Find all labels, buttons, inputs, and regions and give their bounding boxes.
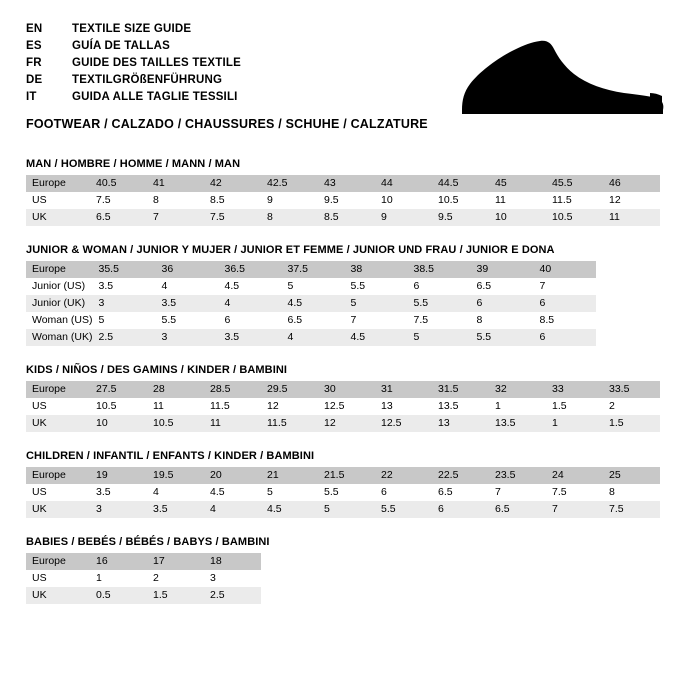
size-cell: 38 — [344, 261, 407, 278]
table-row — [26, 312, 596, 329]
size-cell: 7.5 — [96, 194, 111, 206]
size-cell: 28.5 — [204, 381, 261, 398]
row-label: Europe — [26, 175, 90, 192]
size-section — [26, 158, 674, 226]
size-table — [26, 381, 660, 432]
size-cell: 6 — [432, 501, 489, 518]
language-title-list — [26, 22, 241, 107]
language-row — [26, 90, 241, 107]
size-cell: 8.5 — [210, 194, 225, 206]
size-cell: 22 — [375, 467, 432, 484]
size-cell: 19.5 — [147, 467, 204, 484]
size-cell: 7 — [495, 486, 501, 498]
size-cell: 5 — [407, 329, 470, 346]
size-section-title: MAN / HOMBRE / HOMME / MANN / MAN — [26, 158, 241, 170]
size-cell: 8 — [476, 314, 483, 326]
document-header — [26, 22, 674, 140]
size-cell: 4.5 — [344, 329, 407, 346]
size-cell: 7 — [546, 501, 603, 518]
row-label: Woman (US) — [32, 314, 93, 326]
table-row — [26, 484, 660, 501]
size-cell: 13.5 — [489, 415, 546, 432]
language-code: IT — [26, 91, 37, 103]
size-cell: 13 — [432, 415, 489, 432]
size-cell: 44 — [375, 175, 432, 192]
size-cell: 44.5 — [432, 175, 489, 192]
size-cell: 2 — [153, 572, 159, 584]
size-cell: 37.5 — [281, 261, 344, 278]
language-title-list-body — [26, 22, 241, 107]
size-cell: 33 — [546, 381, 603, 398]
size-cell: 38.5 — [407, 261, 470, 278]
size-cell: 6 — [533, 295, 596, 312]
size-cell: 3 — [92, 295, 155, 312]
size-cell: 6.5 — [287, 314, 303, 326]
size-cell: 36.5 — [218, 261, 281, 278]
table-row — [26, 175, 660, 192]
size-cell: 11 — [204, 415, 261, 432]
size-cell: 3.5 — [98, 280, 114, 292]
size-cell: 3 — [210, 572, 216, 584]
size-cell: 42 — [204, 175, 261, 192]
category-line: FOOTWEAR / CALZADO / CHAUSSURES / SCHUHE / CALZATURE — [26, 117, 428, 131]
size-cell: 40.5 — [90, 175, 147, 192]
table-row — [26, 553, 261, 570]
size-cell: 12.5 — [375, 415, 432, 432]
size-cell: 13 — [381, 400, 393, 412]
size-cell: 16 — [90, 553, 147, 570]
size-cell: 31.5 — [432, 381, 489, 398]
row-label: Woman (UK) — [26, 329, 92, 346]
row-label: Europe — [26, 381, 90, 398]
size-cell: 4.5 — [210, 486, 225, 498]
size-section-title: JUNIOR & WOMAN / JUNIOR Y MUJER / JUNIOR ET FEMME / JUNIOR UND FRAU / JUNIOR E DONA — [26, 244, 555, 256]
size-section-title: BABIES / BEBÉS / BÉBÉS / BABYS / BAMBINI — [26, 536, 270, 548]
table-row — [26, 192, 660, 209]
size-cell: 2 — [609, 400, 615, 412]
row-label: Junior (UK) — [26, 295, 92, 312]
size-cell: 9 — [267, 194, 273, 206]
size-cell: 10 — [381, 194, 393, 206]
size-cell: 11 — [153, 400, 164, 412]
size-cell: 1 — [546, 415, 603, 432]
size-cell: 7.5 — [413, 314, 429, 326]
size-cell: 35.5 — [92, 261, 155, 278]
size-cell: 9.5 — [432, 209, 489, 226]
size-cell: 5.5 — [324, 486, 339, 498]
size-cell: 6 — [381, 486, 387, 498]
size-cell: 7.5 — [552, 486, 567, 498]
size-cell: 1 — [495, 400, 501, 412]
row-label: UK — [26, 415, 90, 432]
size-cell: 10.5 — [438, 194, 459, 206]
size-cell: 4.5 — [281, 295, 344, 312]
size-cell: 31 — [375, 381, 432, 398]
size-cell: 1.5 — [147, 587, 204, 604]
size-cell: 36 — [155, 261, 218, 278]
table-row — [26, 381, 660, 398]
size-cell: 5.5 — [161, 314, 177, 326]
size-cell: 3 — [155, 329, 218, 346]
size-cell: 19 — [90, 467, 147, 484]
size-cell: 7 — [350, 314, 357, 326]
size-cell: 25 — [603, 467, 660, 484]
size-cell: 8.5 — [539, 314, 555, 326]
size-cell: 13.5 — [438, 400, 459, 412]
size-cell: 8 — [609, 486, 615, 498]
size-cell: 8.5 — [318, 209, 375, 226]
size-section — [26, 536, 674, 604]
size-tables-container — [26, 158, 674, 604]
language-row — [26, 22, 241, 39]
size-cell: 12 — [267, 400, 279, 412]
size-cell: 1 — [96, 572, 102, 584]
size-cell: 30 — [318, 381, 375, 398]
size-cell: 5 — [98, 314, 105, 326]
size-cell: 42.5 — [261, 175, 318, 192]
size-cell: 3.5 — [147, 501, 204, 518]
language-title: TEXTILE SIZE GUIDE — [72, 23, 192, 35]
size-section-title: KIDS / NIÑOS / DES GAMINS / KINDER / BAMBINI — [26, 364, 288, 376]
size-cell: 21 — [261, 467, 318, 484]
size-cell: 9.5 — [324, 194, 339, 206]
size-cell: 45.5 — [546, 175, 603, 192]
size-cell: 6.5 — [438, 486, 453, 498]
size-table — [26, 175, 660, 226]
size-cell: 5 — [287, 280, 294, 292]
language-title: GUÍA DE TALLAS — [72, 40, 170, 52]
size-cell: 24 — [546, 467, 603, 484]
size-cell: 3.5 — [96, 486, 111, 498]
size-cell: 5.5 — [407, 295, 470, 312]
size-cell: 0.5 — [90, 587, 147, 604]
size-cell: 11.5 — [261, 415, 318, 432]
size-section-title: CHILDREN / INFANTIL / ENFANTS / KINDER / BAMBINI — [26, 450, 315, 462]
size-cell: 27.5 — [90, 381, 147, 398]
size-cell: 3 — [90, 501, 147, 518]
table-row — [26, 415, 660, 432]
row-label: Europe — [26, 553, 90, 570]
size-cell: 10.5 — [546, 209, 603, 226]
size-cell: 7 — [147, 209, 204, 226]
size-section — [26, 244, 674, 346]
language-title: TEXTILGRÖßENFÜHRUNG — [72, 74, 223, 86]
size-table — [26, 553, 261, 604]
size-cell: 5 — [344, 295, 407, 312]
size-cell: 4.5 — [261, 501, 318, 518]
table-row — [26, 209, 660, 226]
size-cell: 6.5 — [90, 209, 147, 226]
size-cell: 5 — [318, 501, 375, 518]
table-row — [26, 278, 596, 295]
size-cell: 6 — [224, 314, 231, 326]
table-row — [26, 398, 660, 415]
size-cell: 21.5 — [318, 467, 375, 484]
size-cell: 7.5 — [204, 209, 261, 226]
table-row — [26, 329, 596, 346]
table-row — [26, 570, 261, 587]
size-cell: 40 — [533, 261, 596, 278]
size-cell: 43 — [318, 175, 375, 192]
size-cell: 20 — [204, 467, 261, 484]
size-cell: 46 — [603, 175, 660, 192]
dress-shoe-icon — [454, 36, 666, 122]
size-cell: 7 — [539, 280, 546, 292]
size-cell: 4 — [218, 295, 281, 312]
size-cell: 6 — [533, 329, 596, 346]
size-table — [26, 261, 596, 346]
table-row — [26, 587, 261, 604]
size-cell: 5.5 — [470, 329, 533, 346]
size-cell: 6 — [413, 280, 420, 292]
size-cell: 7.5 — [603, 501, 660, 518]
size-cell: 1.5 — [552, 400, 567, 412]
size-cell: 6.5 — [489, 501, 546, 518]
size-cell: 4 — [281, 329, 344, 346]
language-row — [26, 39, 241, 56]
size-cell: 4 — [204, 501, 261, 518]
size-cell: 33.5 — [603, 381, 660, 398]
table-row — [26, 261, 596, 278]
size-cell: 1.5 — [603, 415, 660, 432]
row-label: US — [32, 572, 47, 584]
row-label: UK — [26, 501, 90, 518]
row-label: US — [32, 400, 47, 412]
row-label: UK — [26, 209, 90, 226]
size-cell: 11 — [603, 209, 660, 226]
row-label: Europe — [26, 467, 90, 484]
language-code: FR — [26, 57, 42, 69]
language-title: GUIDA ALLE TAGLIE TESSILI — [72, 91, 238, 103]
size-cell: 11.5 — [210, 400, 230, 412]
language-title: GUIDE DES TAILLES TEXTILE — [72, 57, 241, 69]
size-table — [26, 467, 660, 518]
size-cell: 4 — [153, 486, 159, 498]
size-cell: 8 — [261, 209, 318, 226]
size-cell: 4.5 — [224, 280, 240, 292]
row-label: Europe — [26, 261, 92, 278]
row-label: Junior (US) — [32, 280, 86, 292]
size-section — [26, 450, 674, 518]
size-cell: 12 — [609, 194, 621, 206]
language-row — [26, 73, 241, 90]
size-cell: 45 — [489, 175, 546, 192]
size-cell: 2.5 — [204, 587, 261, 604]
size-cell: 5.5 — [350, 280, 366, 292]
size-cell: 6 — [470, 295, 533, 312]
size-cell: 17 — [147, 553, 204, 570]
size-cell: 12 — [318, 415, 375, 432]
size-cell: 2.5 — [92, 329, 155, 346]
size-cell: 10.5 — [147, 415, 204, 432]
size-cell: 10.5 — [96, 400, 117, 412]
size-cell: 41 — [147, 175, 204, 192]
size-cell: 3.5 — [155, 295, 218, 312]
size-cell: 29.5 — [261, 381, 318, 398]
size-cell: 18 — [204, 553, 261, 570]
size-cell: 32 — [489, 381, 546, 398]
language-code: DE — [26, 74, 43, 86]
size-cell: 39 — [470, 261, 533, 278]
size-cell: 9 — [375, 209, 432, 226]
size-cell: 6.5 — [476, 280, 492, 292]
row-label: US — [32, 194, 47, 206]
size-cell: 23.5 — [489, 467, 546, 484]
size-cell: 10 — [90, 415, 147, 432]
language-code: EN — [26, 23, 43, 35]
size-section — [26, 364, 674, 432]
size-cell: 4 — [161, 280, 168, 292]
size-cell: 5 — [267, 486, 273, 498]
language-code: ES — [26, 40, 42, 52]
size-cell: 22.5 — [432, 467, 489, 484]
table-row — [26, 501, 660, 518]
size-cell: 28 — [147, 381, 204, 398]
size-cell: 12.5 — [324, 400, 345, 412]
size-cell: 3.5 — [218, 329, 281, 346]
size-cell: 11 — [495, 194, 506, 206]
table-row — [26, 295, 596, 312]
size-cell: 10 — [489, 209, 546, 226]
size-cell: 8 — [153, 194, 159, 206]
size-cell: 5.5 — [375, 501, 432, 518]
row-label: US — [32, 486, 47, 498]
language-row — [26, 56, 241, 73]
size-cell: 11.5 — [552, 194, 572, 206]
table-row — [26, 467, 660, 484]
row-label: UK — [26, 587, 90, 604]
